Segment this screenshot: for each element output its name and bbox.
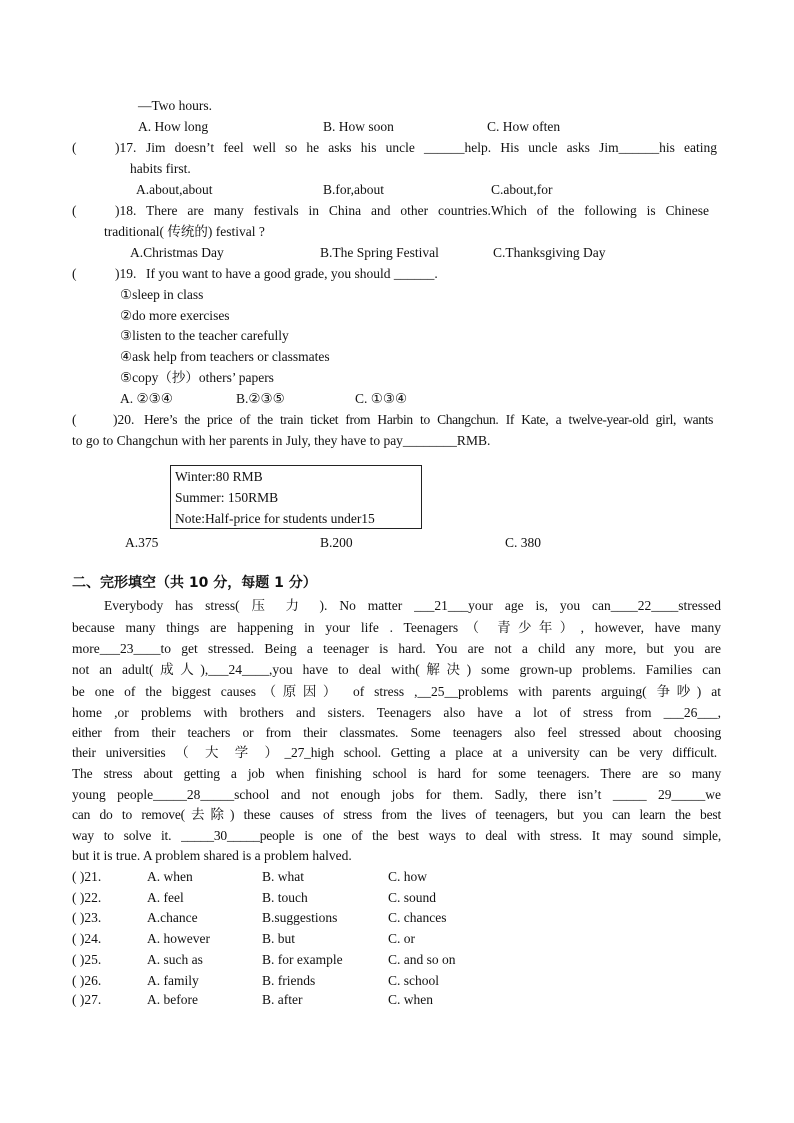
q17-stem-line-1: Jim doesn’t feel well so he asks his uncle ______help. His uncle asks Jim______his eating: [146, 140, 717, 155]
option-row-number: ( )26.: [72, 973, 102, 988]
q18-option-b: B.The Spring Festival: [320, 245, 439, 260]
option-a: A. before: [147, 992, 198, 1007]
q18-stem-line-2: traditional( 传统的) festival ?: [104, 224, 265, 239]
q16-option-c: C. How often: [487, 119, 561, 134]
option-row-number: ( )23.: [72, 910, 102, 925]
option-a: A. when: [147, 869, 193, 884]
q19-item-1: ①sleep in class: [120, 287, 204, 302]
option-b: B. but: [262, 931, 296, 946]
q18-paren: (: [72, 203, 77, 218]
q20-option-b: B.200: [320, 535, 353, 550]
passage-line: can do to remove(去除) these causes of stress from the lives of teenagers, but you can learn the best: [72, 807, 721, 822]
option-a: A.chance: [147, 910, 198, 925]
option-a: A. family: [147, 973, 199, 988]
option-a: A. however: [147, 931, 210, 946]
option-row-number: ( )27.: [72, 992, 102, 1007]
q19-number: )19.: [115, 266, 137, 281]
q16-answer-line: —Two hours.: [138, 98, 213, 113]
q17-option-b: B.for,about: [323, 182, 384, 197]
passage-line: be one of the biggest causes（原因） of stress ,__25__problems with parents arguing( 争吵) at: [72, 684, 721, 699]
q18-stem-line-1: There are many festivals in China and other countries.Which of the following is Chinese: [146, 203, 709, 218]
option-c: C. chances: [388, 910, 447, 925]
q17-paren: (: [72, 140, 77, 155]
passage-line: because many things are happening in your life . Teenagers（ 青少年）, however, have many: [72, 620, 721, 635]
passage-line: young people_____28_____school and not enough jobs for them. Sadly, there isn’t _____ 29_____we: [72, 787, 721, 802]
q19-item-5: ⑤copy（抄）others’ papers: [120, 370, 274, 385]
price-note: Note:Half-price for students under15: [175, 511, 375, 526]
section-2-title: 二、完形填空（共 10 分，每题 1 分）: [72, 575, 317, 591]
passage-line: more___23____to get stressed. Being a teenager is hard. You are not a child any more, but you are: [72, 641, 721, 656]
q19-item-2: ②do more exercises: [120, 308, 230, 323]
option-c: C. and so on: [388, 952, 456, 967]
passage-line: not an adult(成人),___24____,you have to deal with(解决) some grown-up problems. Families can: [72, 662, 721, 677]
option-a: A. such as: [147, 952, 203, 967]
price-summer: Summer: 150RMB: [175, 490, 279, 505]
option-row-number: ( )24.: [72, 931, 102, 946]
q16-option-b: B. How soon: [323, 119, 394, 134]
q20-option-c: C. 380: [505, 535, 542, 550]
option-row-number: ( )21.: [72, 869, 102, 884]
q20-paren: (: [72, 412, 77, 427]
option-c: C. when: [388, 992, 433, 1007]
option-b: B. friends: [262, 973, 316, 988]
q18-option-c: C.Thanksgiving Day: [493, 245, 606, 260]
q20-option-a: A.375: [125, 535, 159, 550]
option-row-number: ( )25.: [72, 952, 102, 967]
option-a: A. feel: [147, 890, 184, 905]
q20-stem-line-2: to go to Changchun with her parents in July, they have to pay________RMB.: [72, 433, 491, 448]
q17-stem-line-2: habits first.: [130, 161, 191, 176]
passage-line: their universities （ 大 学 ）_27_high school. Getting a place at a university can be very difficult.: [72, 745, 717, 760]
passage-line: The stress about getting a job when finishing school is hard for some teenagers. There are so many: [72, 766, 721, 781]
option-c: C. school: [388, 973, 440, 988]
passage-line: home ,or problems with brothers and sisters. Teenagers also have a lot of stress from ___26___,: [72, 705, 721, 720]
option-c: C. how: [388, 869, 428, 884]
passage-line: but it is true. A problem shared is a problem halved.: [72, 848, 352, 863]
option-c: C. sound: [388, 890, 437, 905]
option-b: B. after: [262, 992, 303, 1007]
q20-number: )20.: [113, 412, 135, 427]
price-table-box: [170, 465, 422, 529]
q18-number: )18.: [115, 203, 137, 218]
q17-number: )17.: [115, 140, 137, 155]
q18-option-a: A.Christmas Day: [130, 245, 224, 260]
option-row-number: ( )22.: [72, 890, 102, 905]
q19-option-a: A. ②③④: [120, 391, 173, 406]
q17-option-c: C.about,for: [491, 182, 553, 197]
q19-stem: If you want to have a good grade, you should ______.: [146, 266, 438, 281]
passage-line: way to solve it. _____30_____people is one of the best ways to deal with stress. It may sound simple,: [72, 828, 721, 843]
passage-line: Everybody has stress( 压 力 ). No matter ___21___your age is, you can____22____stressed: [104, 598, 721, 613]
option-c: C. or: [388, 931, 415, 946]
q19-option-b: B.②③⑤: [236, 391, 285, 406]
q19-option-c: C. ①③④: [355, 391, 408, 406]
q19-paren: (: [72, 266, 77, 281]
option-b: B. what: [262, 869, 304, 884]
q19-item-3: ③listen to the teacher carefully: [120, 328, 289, 343]
passage-line: either from their teachers or from their classmates. Some teenagers also feel stressed about choosing: [72, 725, 721, 740]
q17-option-a: A.about,about: [136, 182, 213, 197]
q20-stem-line-1: Here’s the price of the train ticket from Harbin to Changchun. If Kate, a twelve-year-old girl, wants: [144, 412, 713, 427]
option-b: B. touch: [262, 890, 308, 905]
price-winter: Winter:80 RMB: [175, 469, 263, 484]
option-b: B.suggestions: [262, 910, 338, 925]
option-b: B. for example: [262, 952, 343, 967]
q19-item-4: ④ask help from teachers or classmates: [120, 349, 330, 364]
q16-option-a: A. How long: [138, 119, 209, 134]
